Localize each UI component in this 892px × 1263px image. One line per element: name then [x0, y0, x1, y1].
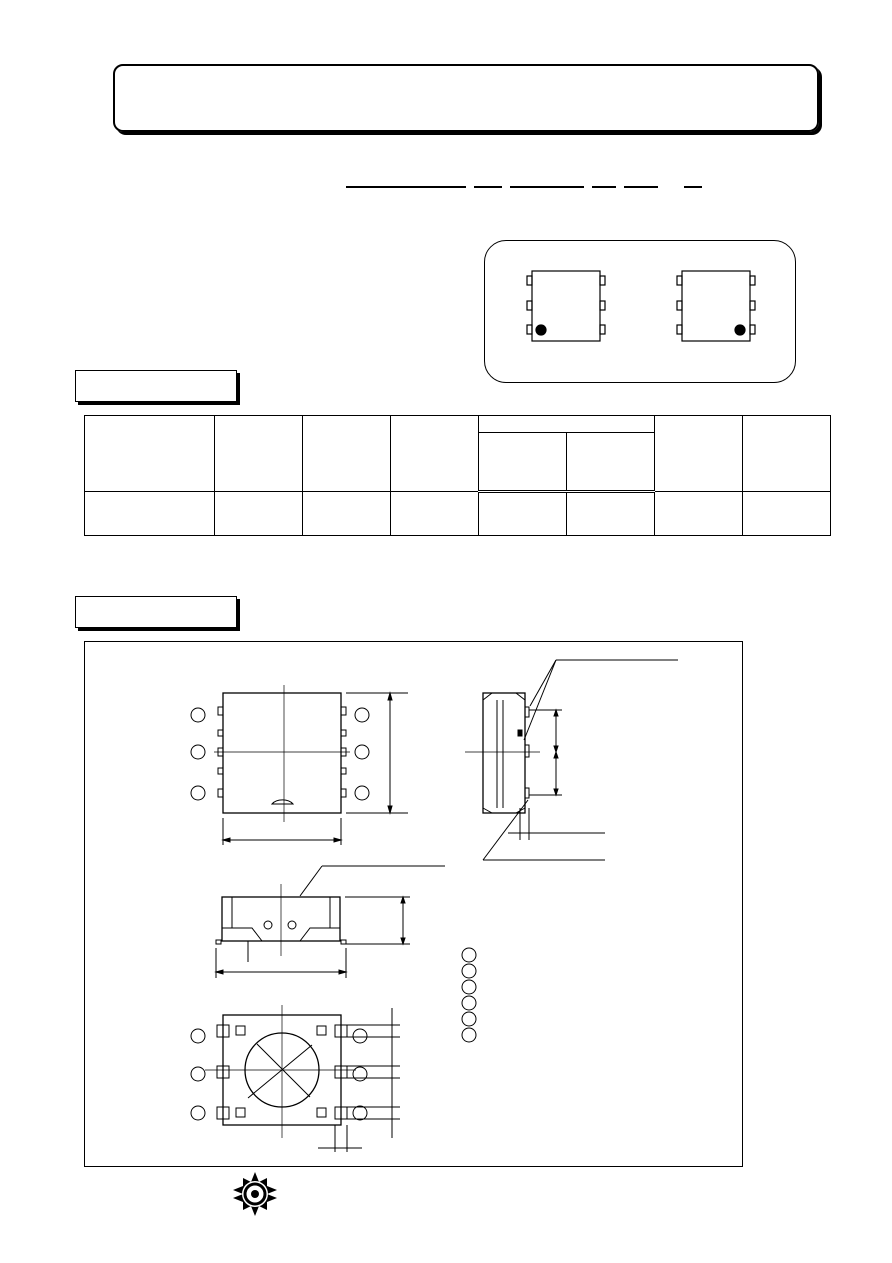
manufacturer-logo-icon [231, 1170, 279, 1218]
pin-legend [462, 948, 476, 1042]
side-view [465, 660, 678, 860]
land-pattern-view [191, 1005, 400, 1152]
front-view [216, 866, 445, 978]
top-view [214, 685, 408, 845]
